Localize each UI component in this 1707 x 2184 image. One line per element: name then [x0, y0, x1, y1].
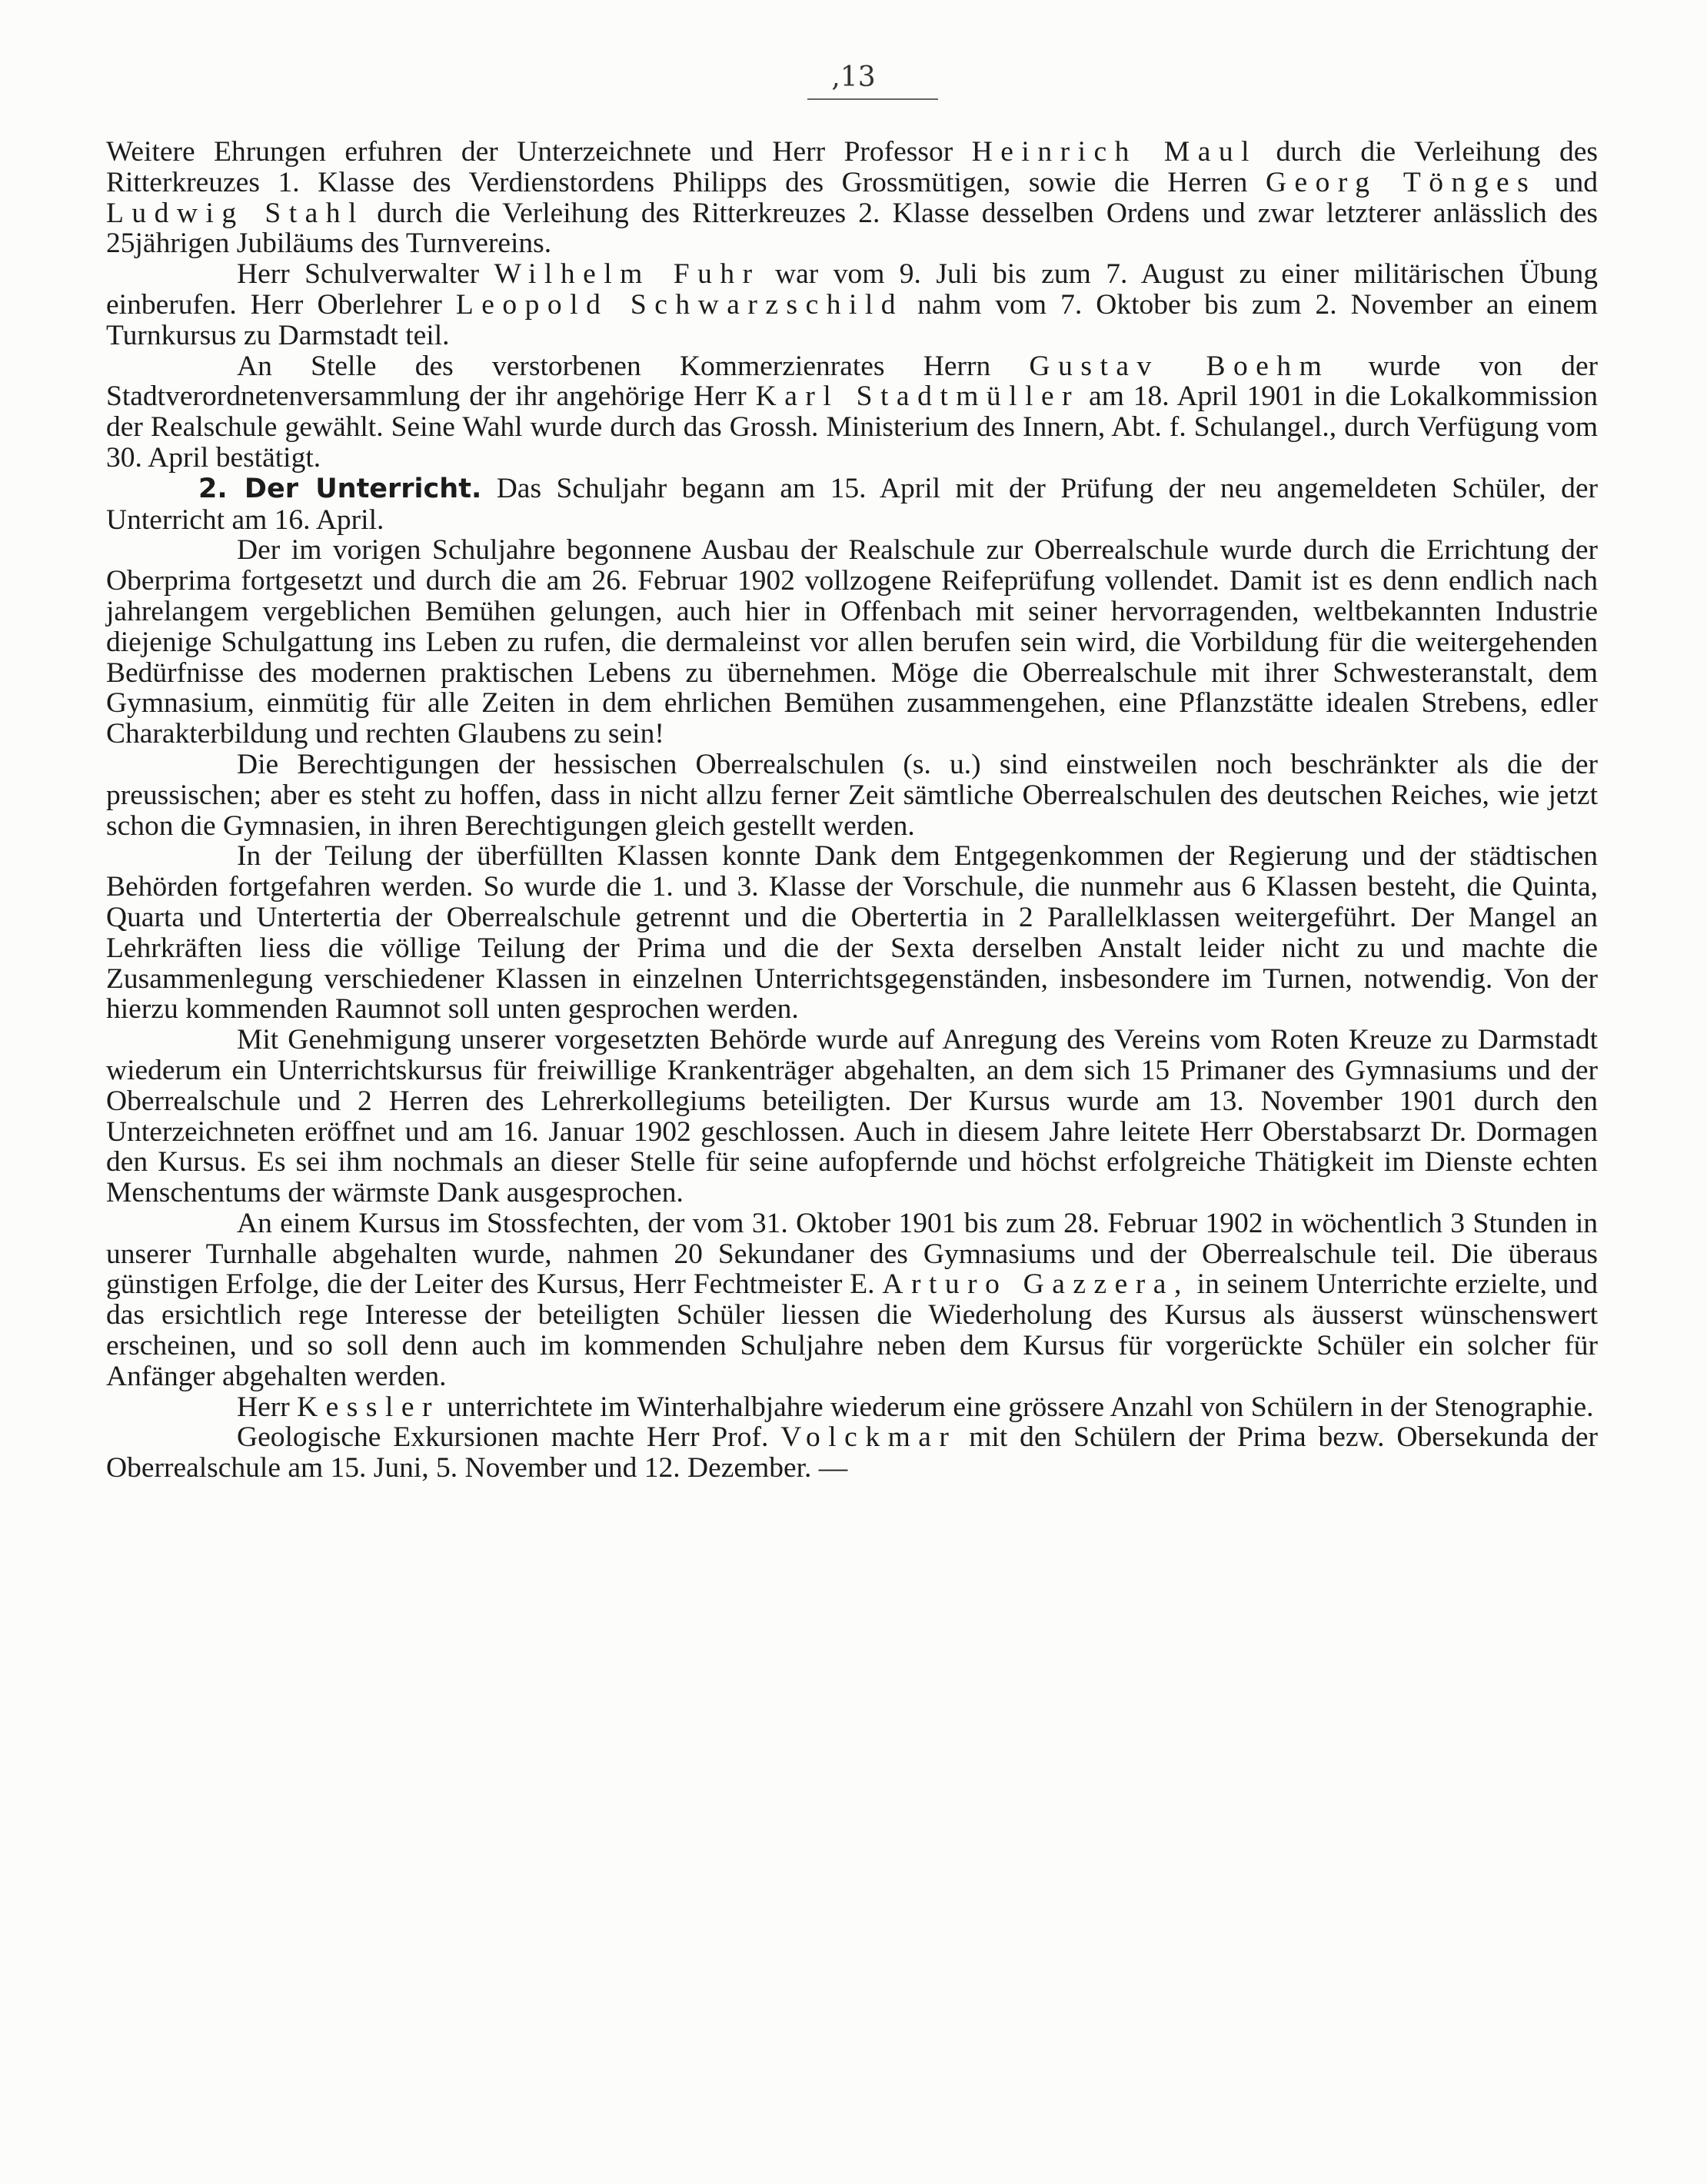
name-karl-stadtmueller: Karl Stadtmüller — [755, 381, 1080, 413]
paragraph-red-cross-course: Mit Genehmigung unserer vorgesetzten Behörde wurde auf Anregung des Vereins vom Roten Kreuze zu Darmstadt wiederum ein Unterrichtskursus für freiwillige Krankenträger abgehalten, an dem sich 15 Primaner des Gymnasiums und der Oberrealschule und 2 Herren des Lehrerkollegiums beteiligten. Der Kursus wurde am 13. November 1901 durch den Unterzeichneten eröffnet und am 16. Januar 1902 geschlossen. Auch in diesem Jahre leitete Herr Oberstabsarzt Dr. Dormagen den Kursus. Es sei ihm nochmals an dieser Stelle für seine aufopfernde und höchst erfolgreiche Thätigkeit im Dienste echten Menschentums der wärmste Dank ausgesprochen. — [106, 1024, 1598, 1209]
name-heinrich-maul: Heinrich Maul — [971, 136, 1258, 168]
name-wilhelm-fuhr: Wilhelm Fuhr — [494, 258, 760, 291]
body-text — [106, 137, 1598, 1484]
paragraph-military-service: Herr Schulverwalter Wilhelm Fuhr war vom 9. Juli bis zum 7. August zu einer militärischen Übung einberufen. Herr Oberlehrer Leopold Schwarzschild nahm vom 7. Oktober bis zum 2. November an einem Turnkursus zu Darmstadt teil. — [106, 258, 1599, 351]
header-rule — [807, 98, 938, 100]
paragraph-entitlements: Die Berechtigungen der hessischen Oberrealschulen (s. u.) sind einstweilen noch beschränkter als die der preussischen; aber es steht zu hoffen, dass in nicht allzu ferner Zeit sämtliche Oberrealschulen des deutschen Reiches, wie jetzt schon die Gymnasien, in ihren Berechtigungen gleich gestellt werden. — [106, 748, 1598, 842]
name-ludwig-stahl: Ludwig Stahl — [106, 197, 364, 229]
name-kessler: Kessler — [297, 1391, 441, 1423]
name-leopold-schwarzschild: Leopold Schwarzschild — [455, 288, 904, 321]
name-arturo-gazzera: Arturo Gazzera, — [882, 1268, 1190, 1301]
paragraph-instruction: 2. Der Unterricht. Das Schuljahr begann am 15. April mit der Prüfung der neu angemeldeten Schüler, der Unterricht am 16. April. — [106, 472, 1599, 536]
section-heading: 2. Der Unterricht. — [198, 473, 482, 504]
name-georg-toenges: Georg Tönges — [1265, 166, 1537, 198]
paragraph-class-division: In der Teilung der überfüllten Klassen konnte Dank dem Entgegenkommen der Regierung und der städtischen Behörden fortgefahren werden. So wurde die 1. und 3. Klasse der Vorschule, die nunmehr aus 6 Klassen besteht, die Quinta, Quarta und Untertertia der Oberrealschule getrennt und die Obertertia in 2 Parallelklassen weitergeführt. Der Mangel an Lehrkräften liess die völlige Teilung der Prima und die der Sexta derselben Anstalt leider nicht zu und machte die Zusammenlegung verschiedener Klassen in einzelnen Unterrichtsgegenständen, insbesondere im Turnen, notwendig. Von der hierzu kommenden Raumnot soll unten gesprochen werden. — [106, 840, 1598, 1026]
paragraph-stenography: Herr Kessler unterrichtete im Winterhalbjahre wiederum eine grössere Anzahl von Schülern in der Stenographie. — [237, 1391, 1594, 1423]
name-gustav-boehm: Gustav Boehm — [1029, 350, 1330, 382]
name-volckmar: Volckmar — [780, 1421, 957, 1454]
paragraph-honors: Weitere Ehrungen erfuhren der Unterzeichnete und Herr Professor Heinrich Maul durch die Verleihung des Ritterkreuzes 1. Klasse des Verdienstordens Philipps des Grossmütigen, sowie die Herren Georg Tönges und Ludwig Stahl durch die Verleihung des Ritterkreuzes 2. Klasse desselben Ordens und zwar letzterer anlässlich des 25jährigen Jubiläums des Turnvereins. — [106, 136, 1599, 260]
paragraph-local-commission: An Stelle des verstorbenen Kommerzienrates Herrn Gustav Boehm wurde von der Stadtverordnetenversammlung der ihr angehörige Herr Karl Stadtmüller am 18. April 1901 in die Lokalkommission der Realschule gewählt. Seine Wahl wurde durch das Grossh. Ministerium des Innern, Abt. f. Schulangel., durch Verfügung vom 30. April bestätigt. — [106, 350, 1599, 474]
paragraph-excursions: Geologische Exkursionen machte Herr Prof. Volckmar mit den Schülern der Prima bezw. Obersekunda der Oberrealschule am 15. Juni, 5. November und 12. Dezember. — — [106, 1421, 1599, 1484]
paragraph-oberrealschule: Der im vorigen Schuljahre begonnene Ausbau der Realschule zur Oberrealschule wurde durch die Errichtung der Oberprima fortgesetzt und durch die am 26. Februar 1902 vollzogene Reifeprüfung vollendet. Damit ist es denn endlich nach jahrelangem vergeblichen Bemühen gelungen, auch hier in Offenbach mit seiner hervorragenden, weltbekannten Industrie diejenige Schulgattung ins Leben zu rufen, die dermaleinst vor allen berufen sein wird, die Vorbildung für die weitergehenden Bedürfnisse des modernen praktischen Lebens zu übernehmen. Möge die Oberrealschule mit ihrer Schwesteranstalt, dem Gymnasium, einmütig für alle Zeiten in dem ehrlichen Bemühen zusammengehen, eine Pflanzstätte idealen Strebens, edler Charakterbildung und rechten Glaubens zu sein! — [106, 534, 1598, 750]
paragraph-fencing-course: An einem Kursus im Stossfechten, der vom 31. Oktober 1901 bis zum 28. Februar 1902 in wöchentlich 3 Stunden in unserer Turnhalle abgehalten wurde, nahmen 20 Sekundaner des Gymnasiums und der Oberrealschule teil. Die überaus günstigen Erfolge, die der Leiter des Kursus, Herr Fechtmeister E. Arturo Gazzera, in seinem Unterrichte erzielte, und das ersichtlich rege Interesse der beteiligten Schüler liessen die Wiederholung des Kursus als äusserst wünschenswert erscheinen, und so soll denn auch im kommenden Schuljahre neben dem Kursus für vorgerückte Schüler ein solcher für Anfänger abgehalten werden. — [106, 1207, 1599, 1392]
page-number: ,13 — [831, 61, 876, 93]
